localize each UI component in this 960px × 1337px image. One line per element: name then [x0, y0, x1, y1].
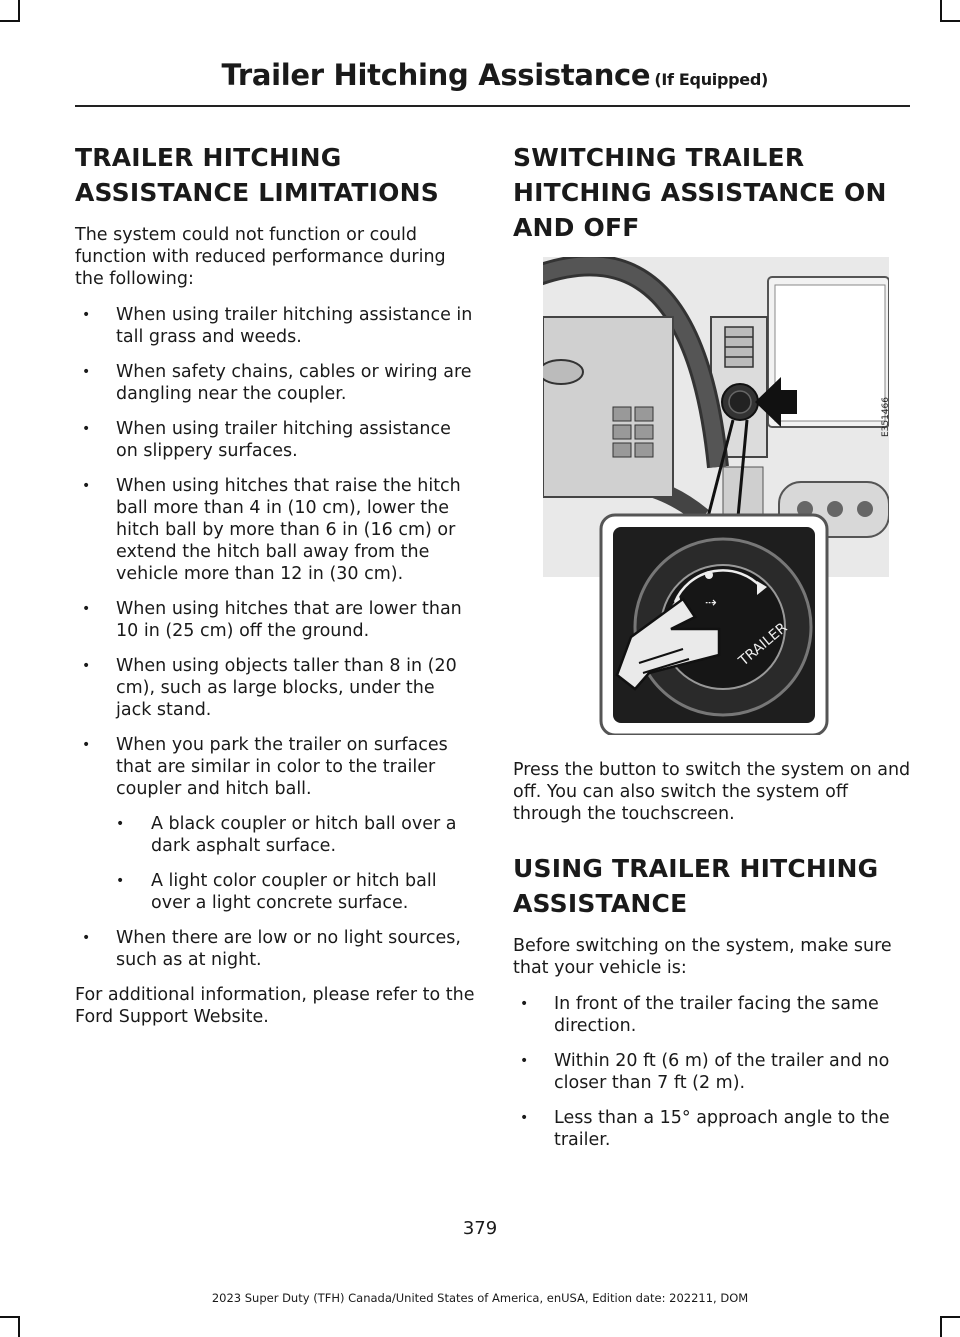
switching-heading-line3: AND OFF	[513, 213, 640, 242]
sub-list-item: • A light color coupler or hitch ball over a light concrete surface.	[75, 870, 475, 914]
list-item: • Less than a 15° approach angle to the trailer.	[513, 1107, 913, 1151]
crop-mark	[0, 20, 20, 22]
crop-mark	[940, 1316, 960, 1318]
dial-label: TRAILER	[735, 619, 791, 670]
requirements-list	[513, 993, 913, 1151]
crop-mark	[940, 1316, 942, 1337]
list-item: • When using objects taller than 8 in (20 cm), such as large blocks, under the jack stand.	[75, 655, 475, 721]
edition-footer: 2023 Super Duty (TFH) Canada/United States of America, enUSA, Edition date: 202211, DOM	[211, 1291, 749, 1305]
list-item: • When you park the trailer on surfaces that are similar in color to the trailer coupler and hitch ball.	[75, 734, 475, 800]
dashboard-button-illustration	[543, 257, 889, 735]
crop-mark	[940, 0, 942, 22]
list-item: • When using trailer hitching assistance on slippery surfaces.	[75, 418, 475, 462]
limitations-heading-line1: TRAILER HITCHING	[75, 143, 342, 172]
limitations-list	[75, 304, 475, 800]
press-button-text: Press the button to switch the system on and off. You can also switch the system off through the touchscreen.	[513, 760, 911, 824]
page-header	[222, 58, 768, 92]
list-item: • When using hitches that are lower than 10 in (25 cm) off the ground.	[75, 598, 475, 642]
page-number: 379	[462, 1218, 498, 1239]
limitations-list-end	[75, 927, 475, 971]
crop-mark	[18, 1316, 20, 1337]
svg-text:⇢: ⇢	[705, 595, 717, 611]
header-rule	[75, 105, 910, 107]
list-item: • Within 20 ft (6 m) of the trailer and no closer than 7 ft (2 m).	[513, 1050, 913, 1094]
support-note: For additional information, please refer to the Ford Support Website.	[75, 985, 475, 1027]
switching-heading-line2: HITCHING ASSISTANCE ON	[513, 178, 887, 207]
figure-code: E351466	[881, 397, 891, 438]
using-heading-line2: ASSISTANCE	[513, 889, 688, 918]
left-column	[75, 140, 475, 1042]
dashboard-illustration-svg	[543, 257, 889, 735]
list-item: • In front of the trailer facing the same direction.	[513, 993, 913, 1037]
right-column	[513, 140, 913, 1164]
limitations-intro: The system could not function or could function with reduced performance during the following:	[75, 225, 446, 289]
list-item: • When using trailer hitching assistance in tall grass and weeds.	[75, 304, 475, 348]
list-item: • When safety chains, cables or wiring are dangling near the coupler.	[75, 361, 475, 405]
using-heading	[513, 851, 913, 921]
switching-heading-line1: SWITCHING TRAILER	[513, 143, 805, 172]
limitations-heading-line2: ASSISTANCE LIMITATIONS	[75, 178, 439, 207]
switching-heading	[513, 140, 913, 245]
before-switching-text: Before switching on the system, make sure that your vehicle is:	[513, 936, 892, 978]
limitations-sublist	[75, 813, 475, 914]
list-item: • When there are low or no light sources, such as at night.	[75, 927, 475, 971]
crop-mark	[18, 0, 20, 22]
using-heading-line1: USING TRAILER HITCHING	[513, 854, 879, 883]
limitations-heading	[75, 140, 475, 210]
list-item: • When using hitches that raise the hitch ball more than 4 in (10 cm), lower the hitch ball by more than 6 in (16 cm) or extend the hitch ball away from the vehicle more than 12 in (30 cm).	[75, 475, 475, 585]
sub-list-item: • A black coupler or hitch ball over a dark asphalt surface.	[75, 813, 475, 857]
page-title: Trailer Hitching Assistance	[221, 58, 651, 92]
page-subtitle: (If Equipped)	[654, 70, 768, 89]
crop-mark	[0, 1316, 20, 1318]
crop-mark	[940, 20, 960, 22]
